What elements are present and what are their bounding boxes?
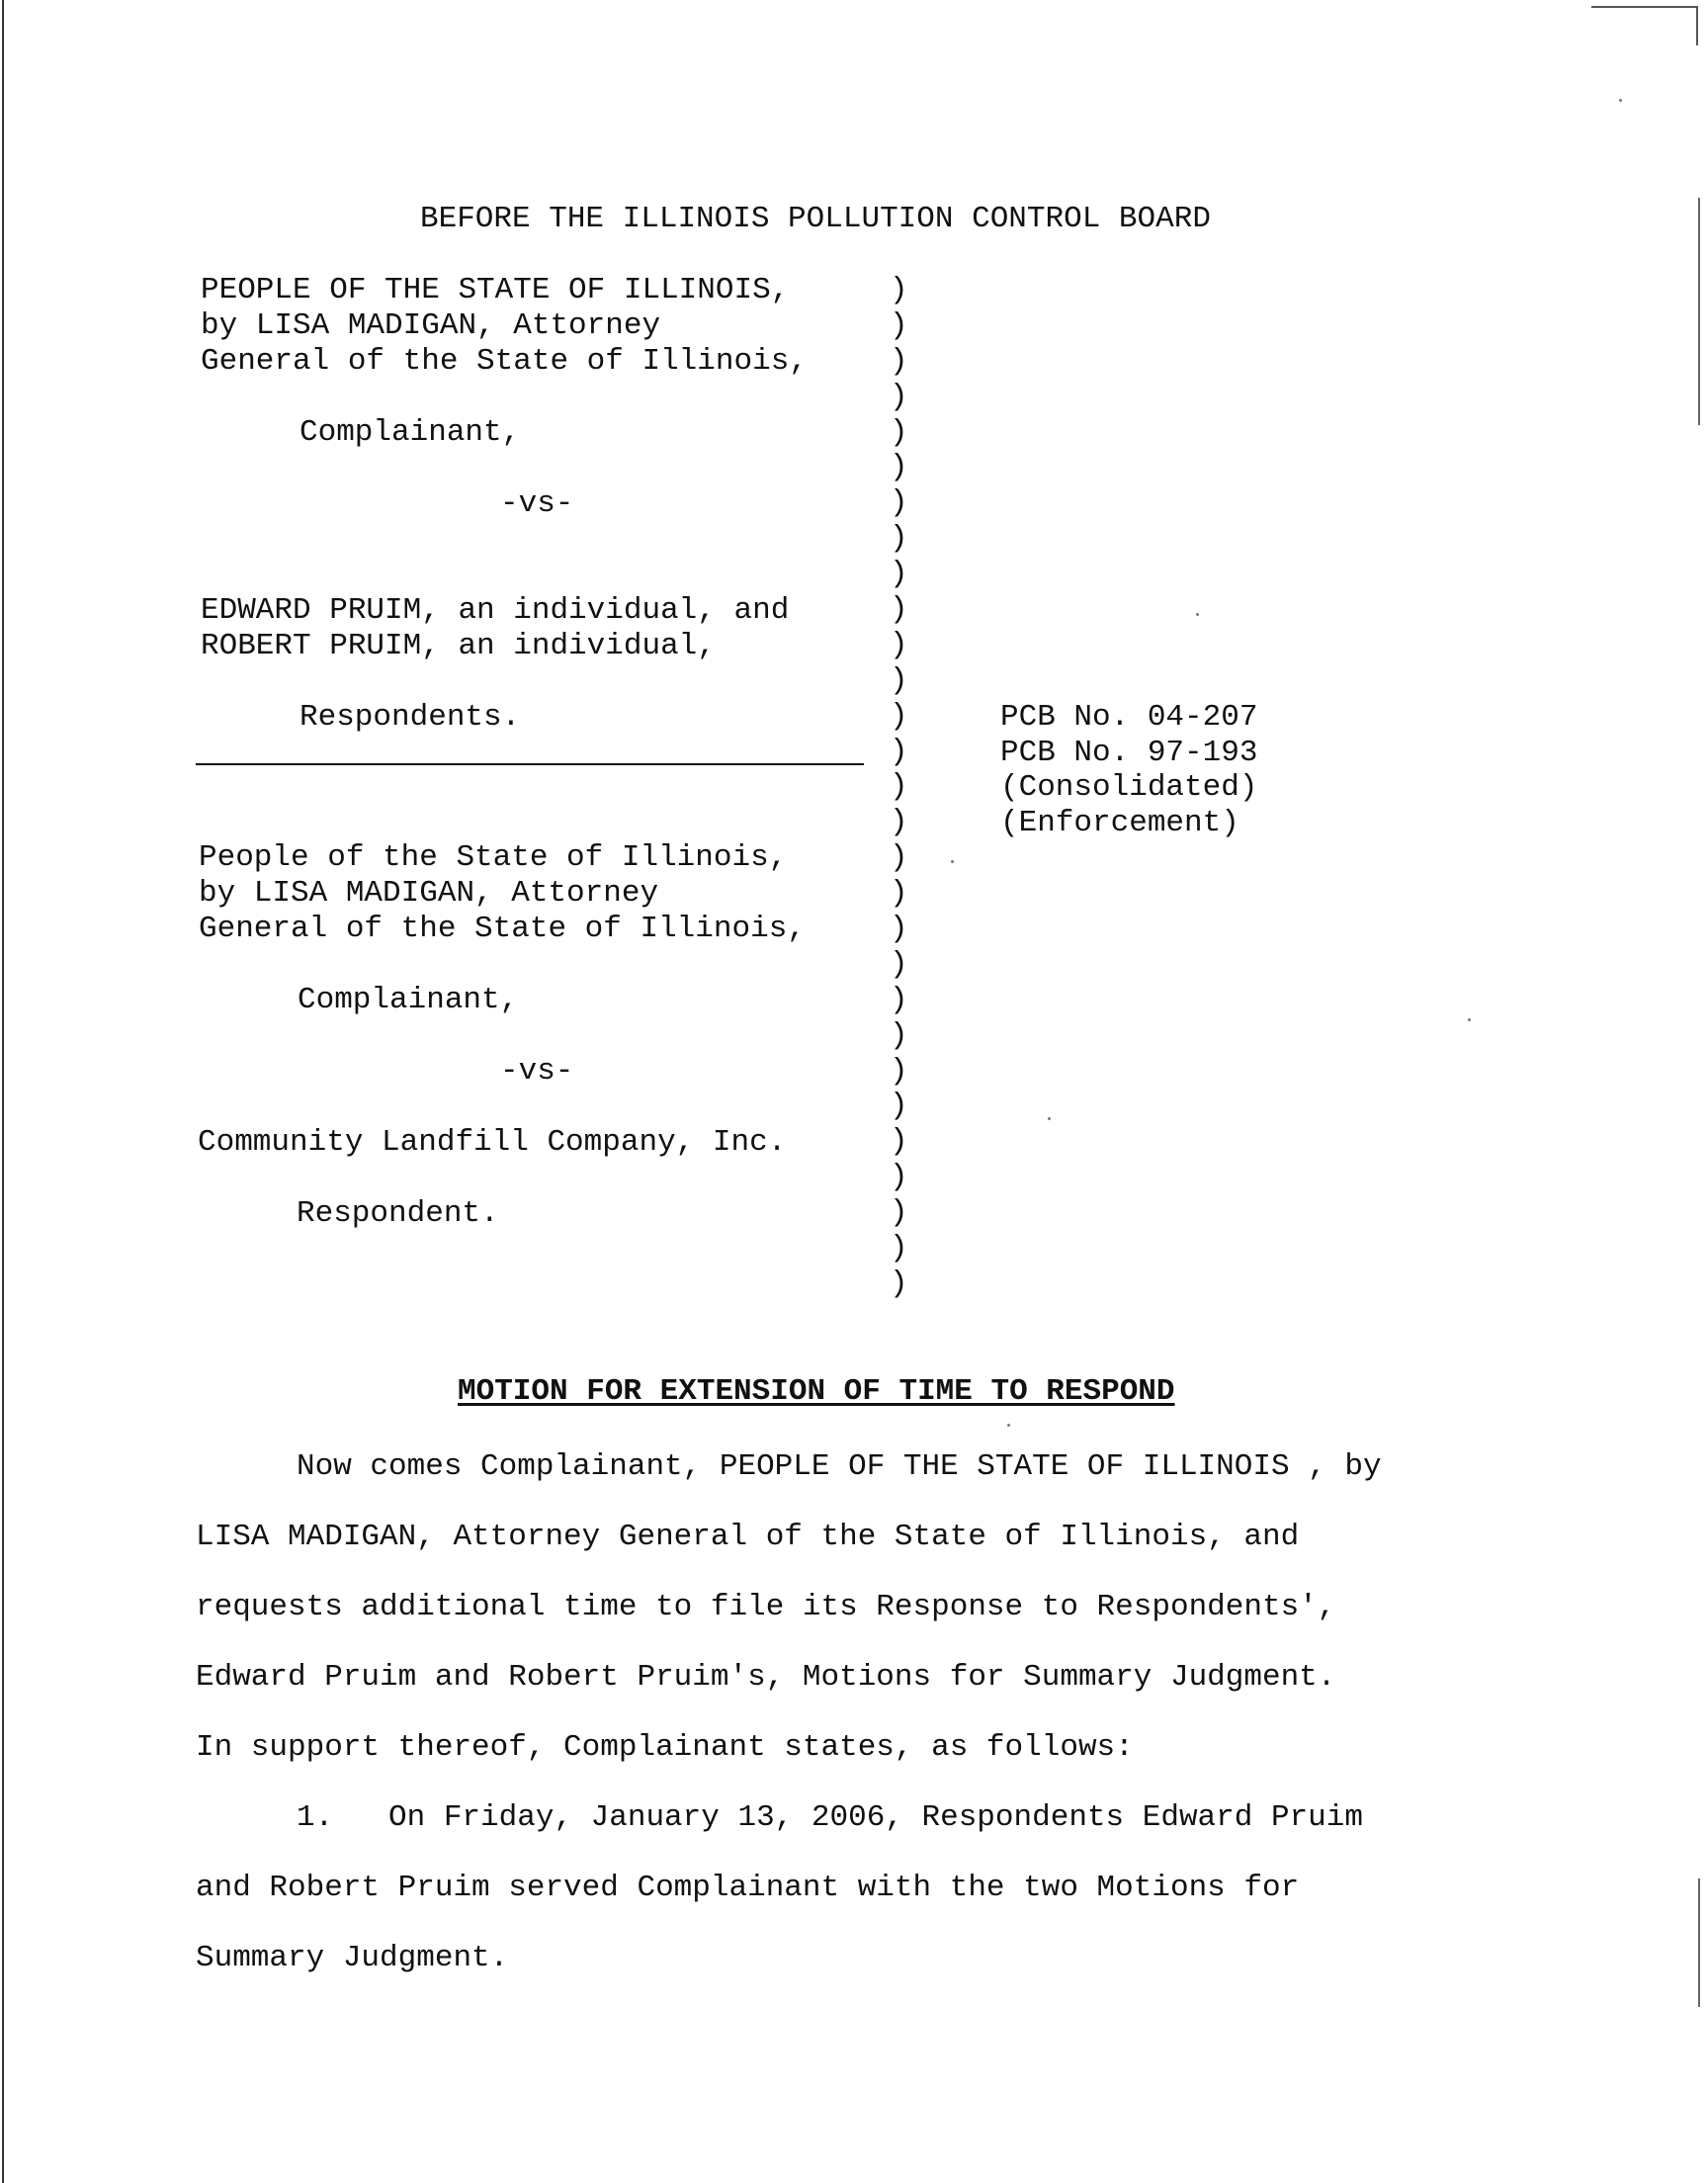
scan-speck <box>1048 1117 1051 1120</box>
scan-edge-right-2 <box>1698 1878 1700 2007</box>
scan-edge-corner <box>1696 6 1698 45</box>
paren: ) <box>890 450 908 485</box>
scan-edge-top <box>1591 6 1698 8</box>
case1-respondent-line1: EDWARD PRUIM, an individual, and <box>201 593 790 628</box>
case1-complainant-role: Complainant, <box>299 415 521 450</box>
case1-respondent-line2: ROBERT PRUIM, an individual, <box>201 629 716 663</box>
consolidated-label: (Consolidated) <box>1000 770 1258 805</box>
case1-complainant-line3: General of the State of Illinois, <box>201 344 808 379</box>
paren: ) <box>890 1160 908 1195</box>
case-numbers <box>1000 700 1257 840</box>
body-p2-line3: Summary Judgment. <box>196 1941 509 1975</box>
paren: ) <box>890 1195 908 1231</box>
case2-complainant-line3: General of the State of Illinois, <box>199 912 806 946</box>
case1-complainant-line2: by LISA MADIGAN, Attorney <box>201 308 661 343</box>
case2-complainant-line1: People of the State of Illinois, <box>199 840 788 875</box>
paren: ) <box>890 1089 908 1124</box>
body-p1-line3: requests additional time to file its Response to Respondents', <box>196 1590 1336 1624</box>
body-p1-line1: Now comes Complainant, PEOPLE OF THE STATE OF ILLINOIS , by <box>297 1449 1382 1484</box>
paren: ) <box>890 734 908 769</box>
paren: ) <box>890 1266 908 1301</box>
body-p1-line4: Edward Pruim and Robert Pruim's, Motions for Summary Judgment. <box>196 1660 1336 1695</box>
case-number-1: PCB No. 04-207 <box>1000 700 1258 735</box>
paren: ) <box>890 1053 908 1089</box>
paren: ) <box>890 521 908 557</box>
body-p1-line2: LISA MADIGAN, Attorney General of the State of Illinois, and <box>196 1520 1300 1554</box>
caption-divider-rule <box>196 763 864 765</box>
paren: ) <box>890 1017 908 1053</box>
scan-edge-left <box>2 0 4 2183</box>
scan-speck <box>1619 99 1622 102</box>
scan-speck <box>951 860 954 863</box>
body-p2-line2: and Robert Pruim served Complainant with the two Motions for <box>196 1871 1300 1905</box>
paren: ) <box>890 662 908 698</box>
case2-respondent-role: Respondent. <box>297 1196 499 1231</box>
case2-versus: -vs- <box>500 1054 574 1089</box>
paren: ) <box>890 1231 908 1266</box>
paren: ) <box>890 627 908 662</box>
paren: ) <box>890 876 908 912</box>
case1-respondent-role: Respondents. <box>299 700 521 735</box>
body-p2-line1: 1. On Friday, January 13, 2006, Respondents Edward Pruim <box>297 1800 1363 1835</box>
body-p1-line5: In support thereof, Complainant states, as follows: <box>196 1730 1134 1765</box>
paren: ) <box>890 1124 908 1160</box>
scan-edge-right-1 <box>1698 198 1700 425</box>
scan-speck <box>1468 1018 1471 1021</box>
case-number-2: PCB No. 97-193 <box>1000 735 1258 770</box>
scan-speck <box>1196 613 1199 616</box>
motion-title: MOTION FOR EXTENSION OF TIME TO RESPOND <box>458 1374 1175 1409</box>
paren: ) <box>890 912 908 947</box>
paren: ) <box>890 592 908 628</box>
enforcement-label: (Enforcement) <box>1000 805 1239 840</box>
case2-respondent-line1: Community Landfill Company, Inc. <box>198 1125 787 1160</box>
caption-paren-column <box>890 273 909 1302</box>
paren: ) <box>890 557 908 592</box>
case2-complainant-line2: by LISA MADIGAN, Attorney <box>199 876 659 911</box>
paren: ) <box>890 840 908 876</box>
paren: ) <box>890 946 908 982</box>
board-heading: BEFORE THE ILLINOIS POLLUTION CONTROL BOARD <box>420 202 1211 236</box>
paren: ) <box>890 379 908 414</box>
paren: ) <box>890 982 908 1017</box>
case2-complainant-role: Complainant, <box>298 983 519 1017</box>
case1-complainant-line1: PEOPLE OF THE STATE OF ILLINOIS, <box>201 273 790 307</box>
scan-speck <box>1007 1424 1010 1427</box>
paren: ) <box>890 307 908 343</box>
paren: ) <box>890 805 908 840</box>
paren: ) <box>890 273 908 307</box>
paren: ) <box>890 343 908 379</box>
paren: ) <box>890 414 908 450</box>
paren: ) <box>890 485 908 521</box>
paren: ) <box>890 698 908 734</box>
case1-versus: -vs- <box>500 486 574 521</box>
paren: ) <box>890 769 908 805</box>
